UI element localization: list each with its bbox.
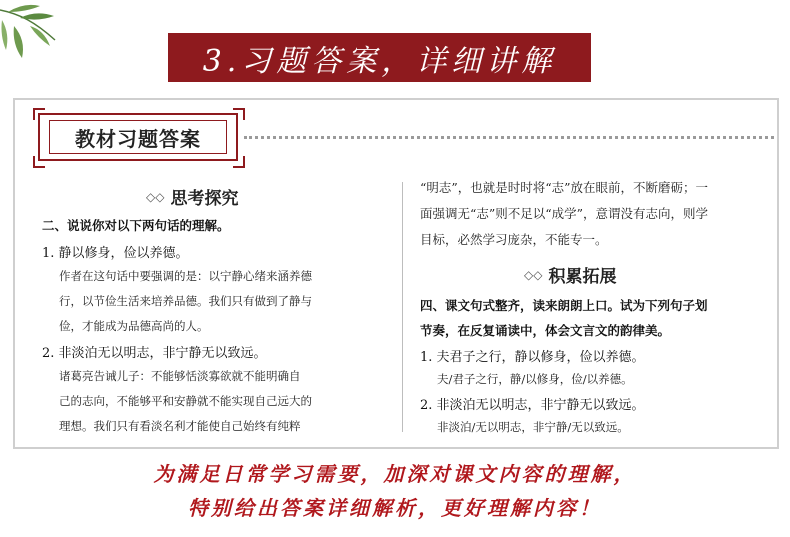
- badge-corner-ornament: [233, 156, 245, 168]
- left-answer-1-line: 行，以节俭生活来培养品德。我们只有做到了静与: [59, 294, 312, 308]
- top-banner: [168, 33, 591, 82]
- caption-line-2: 特别给出答案详细解析，更好理解内容！: [188, 496, 602, 520]
- right-item-1: 1. 夫君子之行，静以修身，俭以养德。: [420, 350, 645, 365]
- left-answer-2-line: 诸葛亮告诫儿子：不能够恬淡寡欲就不能明确自: [59, 369, 301, 383]
- badge-corner-ornament: [233, 108, 245, 120]
- dotted-rule: [244, 136, 774, 139]
- caption-line-1: 为满足日常学习需要，加深对课文内容的理解，: [153, 462, 637, 486]
- right-continued-line: 目标，必然学习庞杂，不能专一。: [420, 232, 608, 247]
- left-answer-2-line: 理想。我们只有看淡名利才能使自己始终有纯粹: [59, 419, 301, 433]
- section-badge: [38, 113, 238, 161]
- right-question-line: 节奏，在反复诵读中，体会文言文的韵律美。: [420, 323, 671, 338]
- right-column: [420, 178, 776, 438]
- left-item-2: 2. 非淡泊无以明志，非宁静无以致远。: [42, 346, 267, 361]
- banner-title: 3.习题答案，详细讲解: [202, 43, 557, 79]
- left-answer-1-line: 作者在这句话中要强调的是：以宁静心绪来涵养德: [59, 269, 312, 283]
- right-question-line: 四、课文句式整齐，读来朗朗上口。试为下列句子划: [420, 298, 708, 313]
- left-answer-1-line: 俭，才能成为品德高尚的人。: [59, 319, 209, 333]
- diamond-ornament-icon: ◇◇: [524, 267, 543, 282]
- bamboo-leaves-decoration: [0, 0, 80, 70]
- section-badge-label: 教材习题答案: [75, 126, 201, 151]
- diamond-ornament-icon: ◇◇: [146, 189, 165, 204]
- right-continued-line: “明志”，也就是时时将“志”放在眼前，不断磨砺；一: [420, 180, 709, 195]
- left-item-1: 1. 静以修身，俭以养德。: [42, 246, 189, 261]
- column-divider: [402, 182, 403, 432]
- badge-corner-ornament: [33, 156, 45, 168]
- right-heading: [524, 262, 616, 287]
- right-answer-2: 非淡泊/无以明志，非宁静/无以致远。: [437, 420, 629, 434]
- right-answer-1: 夫/君子之行，静/以修身，俭/以养德。: [437, 372, 633, 386]
- right-continued-line: 面强调无“志”则不足以“成学”，意谓没有志向，则学: [420, 206, 709, 221]
- left-answer-2-line: 己的志向，不能够平和安静就不能实现自己远大的: [59, 394, 312, 408]
- badge-corner-ornament: [33, 108, 45, 120]
- left-heading: [146, 184, 238, 209]
- right-heading-label: 积累拓展: [548, 267, 617, 287]
- left-heading-label: 思考探究: [170, 189, 239, 209]
- right-item-2: 2. 非淡泊无以明志，非宁静无以致远。: [420, 398, 645, 413]
- left-question: 二、说说你对以下两句话的理解。: [42, 218, 230, 233]
